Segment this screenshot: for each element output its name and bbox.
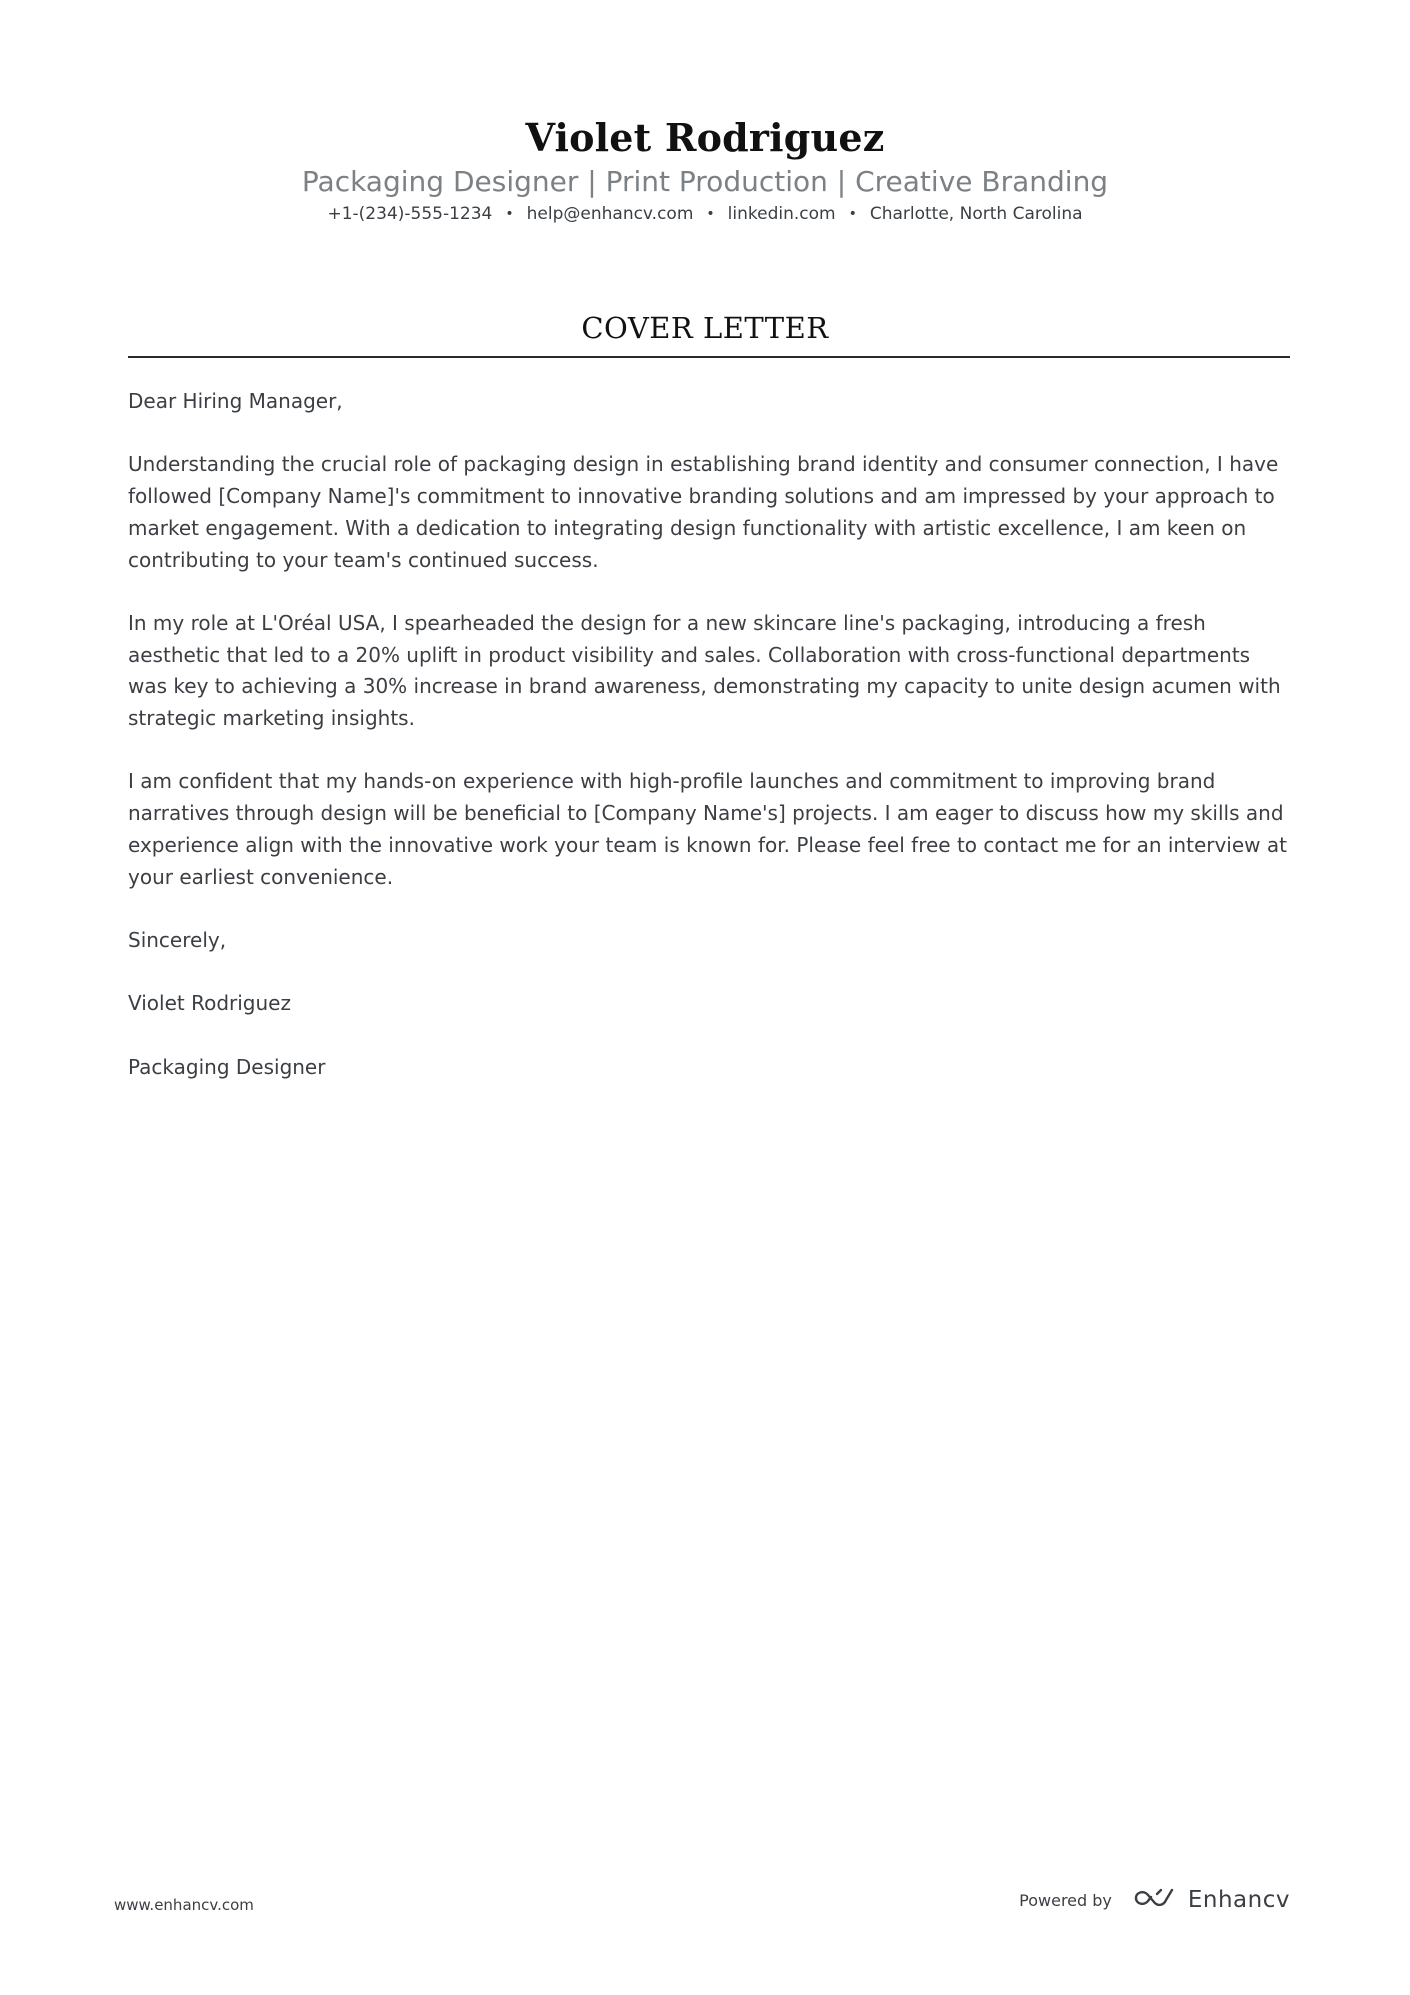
section-divider [128,356,1290,358]
separator-dot: • [706,206,715,222]
candidate-title: Packaging Designer | Print Production | Creative Branding [301,165,1109,198]
contact-email[interactable]: help@enhancv.com [526,204,694,224]
footer-branding [1019,1886,1290,1914]
section-title: COVER LETTER [581,311,829,345]
letter-body [128,386,1290,1115]
signature-name: Violet Rodriguez [128,991,291,1016]
powered-by-label: Powered by [1019,1890,1112,1910]
contact-location: Charlotte, North Carolina [869,204,1083,224]
enhancv-logo-icon [1132,1886,1178,1914]
contact-phone: +1-(234)-555-1234 [327,204,493,224]
footer-website[interactable]: www.enhancv.com [114,1896,254,1914]
brand-name: Enhancv [1187,1887,1290,1913]
paragraph-experience: In my role at L'Oréal USA, I spearheaded the design for a new skincare line's packaging, introducing a fresh aesthetic that led to a 20% uplift in product visibility and sales. Collaboration with cross-functional departments was key to achieving a 30% increase in brand awareness, demonstrating my capacity to unite design acumen with strategic marketing insights. [128,610,1281,730]
closing: Sincerely, [128,927,227,952]
separator-dot: • [505,206,514,222]
contact-info [0,202,1410,226]
paragraph-closing: I am confident that my hands-on experience with high-profile launches and commitment to improving brand narratives through design will be beneficial to [Company Name's] projects. I am eager to discuss how my skills and experience align with the innovative work your team is known for. Please feel free to contact me for an interview at your earliest convenience. [128,769,1287,889]
candidate-name: Violet Rodriguez [525,115,885,160]
salutation: Dear Hiring Manager, [128,389,343,413]
brand-logo[interactable] [1132,1886,1290,1914]
paragraph-intro: Understanding the crucial role of packaging design in establishing brand identity and consumer connection, I have followed [Company Name]'s commitment to innovative branding solutions and am impressed by your approach to market engagement. With a dedication to integrating design functionality with artistic excellence, I am keen on contributing to your team's continued success. [128,452,1279,572]
signature-title: Packaging Designer [128,1054,326,1079]
header [0,112,1410,226]
contact-linkedin[interactable]: linkedin.com [727,204,836,224]
separator-dot: • [848,206,857,222]
